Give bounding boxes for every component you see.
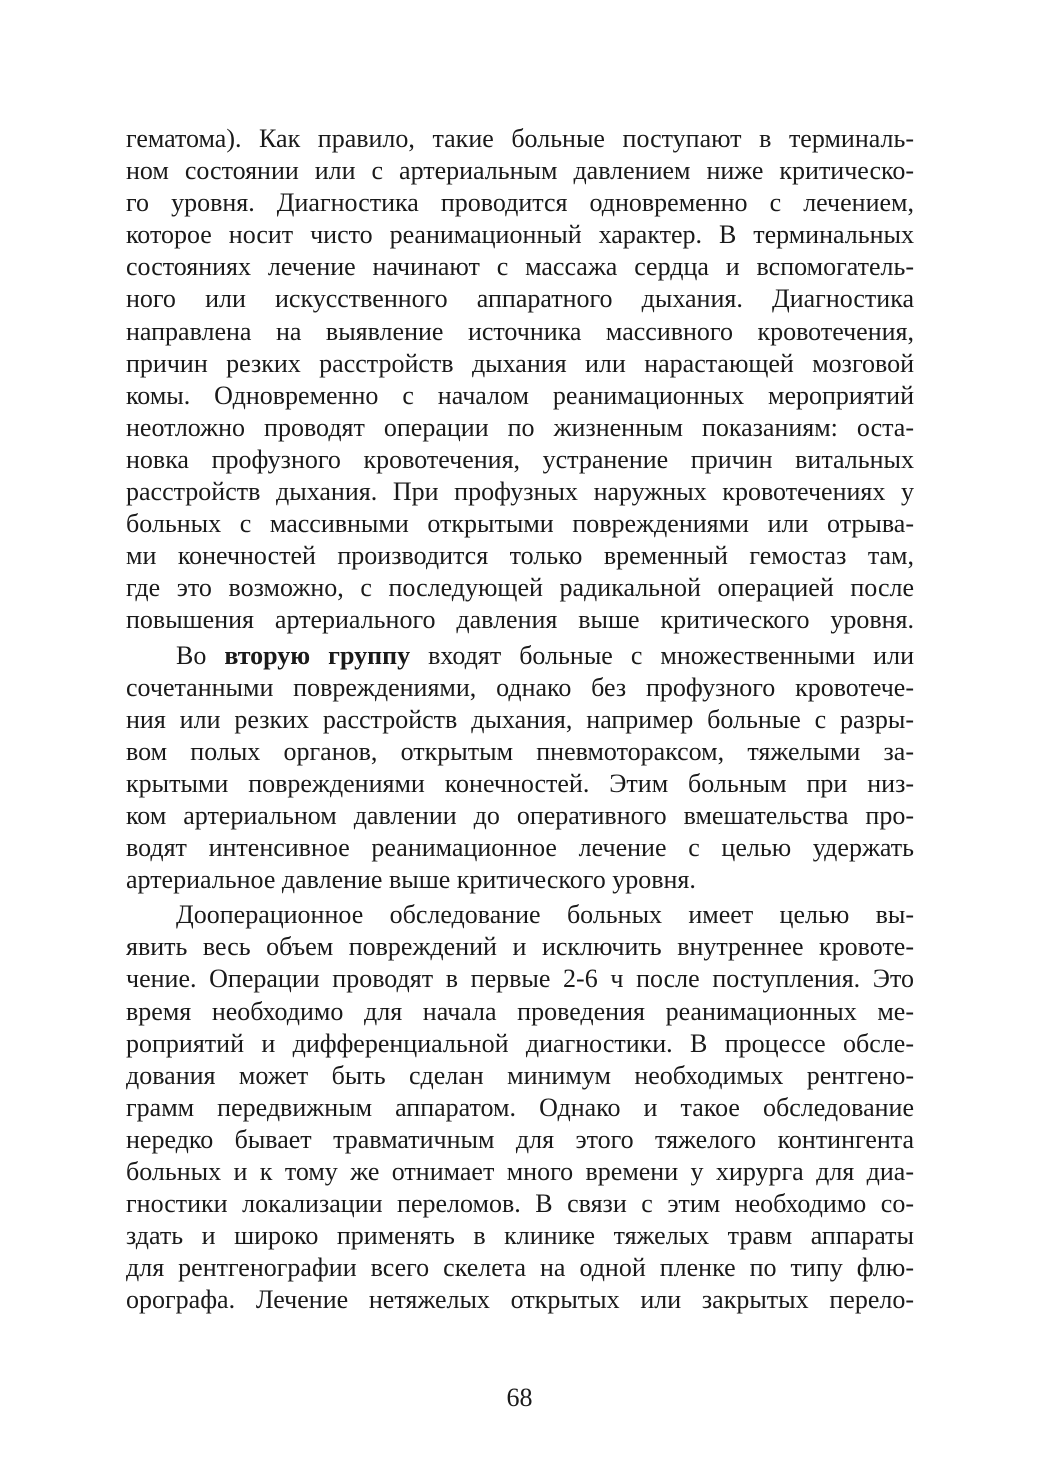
paragraph-3 — [126, 899, 914, 1316]
text-run: Во — [176, 640, 225, 670]
text-line: чение. Операции проводят в первые 2-6 ч после поступления. Это — [126, 964, 914, 994]
text-line: нередко бывает травматичным для этого тяжелого контингента — [126, 1124, 914, 1154]
page-number: 68 — [506, 1383, 533, 1412]
text-line: больных с массивными открытыми повреждениями или отрыва- — [126, 509, 914, 539]
text-line-first: Дооперационное обследование больных имеет целью вы- — [176, 900, 914, 930]
text-run: входят больные с множественными или — [410, 640, 914, 670]
text-line: для рентгенографии всего скелета на одной пленке по типу флю- — [126, 1253, 914, 1283]
text-column — [126, 123, 914, 1316]
text-line: неотложно проводят операции по жизненным показаниям: оста- — [126, 412, 914, 442]
paragraph-1 — [126, 123, 914, 637]
text-line: артериальное давление выше критического уровня. — [126, 865, 696, 895]
text-line: ния или резких расстройств дыхания, например больные с разры- — [126, 704, 914, 734]
text-line: крытыми повреждениями конечностей. Этим больным при низ- — [126, 768, 914, 798]
text-line: причин резких расстройств дыхания или нарастающей мозговой — [126, 348, 914, 378]
text-line: повышения артериального давления выше критического уровня. — [126, 605, 914, 635]
text-line: время необходимо для начала проведения реанимационных ме- — [126, 996, 914, 1026]
text-line: направлена на выявление источника массивного кровотечения, — [126, 316, 914, 346]
text-line: гностики локализации переломов. В связи с этим необходимо со- — [126, 1189, 914, 1219]
text-line: расстройств дыхания. При профузных наружных кровотечениях у — [126, 477, 914, 507]
emphasis-term: вторую группу — [224, 640, 411, 670]
text-line: состояниях лечение начинают с массажа сердца и вспомогатель- — [126, 252, 914, 282]
text-line: которое носит чисто реанимационный характер. В терминальных — [126, 220, 914, 250]
text-line: явить весь объем повреждений и исключить внутреннее кровоте- — [126, 932, 914, 962]
text-line-first — [126, 640, 914, 672]
text-line: вом полых органов, открытым пневмотораксом, тяжелыми за- — [126, 736, 914, 766]
paragraph-2 — [126, 640, 914, 897]
text-line: здать и широко применять в клинике тяжелых травм аппараты — [126, 1221, 914, 1251]
text-line: ного или искусственного аппаратного дыхания. Диагностика — [126, 284, 914, 314]
text-line: комы. Одновременно с началом реанимационных мероприятий — [126, 380, 914, 410]
text-line: где это возможно, с последующей радикальной операцией после — [126, 573, 914, 603]
text-line: ми конечностей производится только временный гемостаз там, — [126, 541, 914, 571]
text-line: больных и к тому же отнимает много времени у хирурга для диа- — [126, 1157, 914, 1186]
text-line: го уровня. Диагностика проводится одновременно с лечением, — [126, 188, 914, 218]
text-line: грамм передвижным аппаратом. Однако и такое обследование — [126, 1092, 914, 1122]
text-line: новка профузного кровотечения, устранение причин витальных — [126, 444, 914, 474]
text-line: ном состоянии или с артериальным давлением ниже критическо- — [126, 156, 914, 186]
text-line: гематома). Как правило, такие больные поступают в терминаль- — [126, 124, 914, 153]
text-line: орографа. Лечение нетяжелых открытых или закрытых перело- — [126, 1285, 914, 1315]
text-line: водят интенсивное реанимационное лечение с целью удержать — [126, 833, 914, 863]
text-line: роприятий и дифференциальной диагностики. В процессе обсле- — [126, 1028, 914, 1058]
text-line: ком артериальном давлении до оперативного вмешательства про- — [126, 800, 914, 830]
text-line: дования может быть сделан минимум необходимых рентгено- — [126, 1060, 914, 1090]
text-line: сочетанными повреждениями, однако без профузного кровотече- — [126, 672, 914, 702]
